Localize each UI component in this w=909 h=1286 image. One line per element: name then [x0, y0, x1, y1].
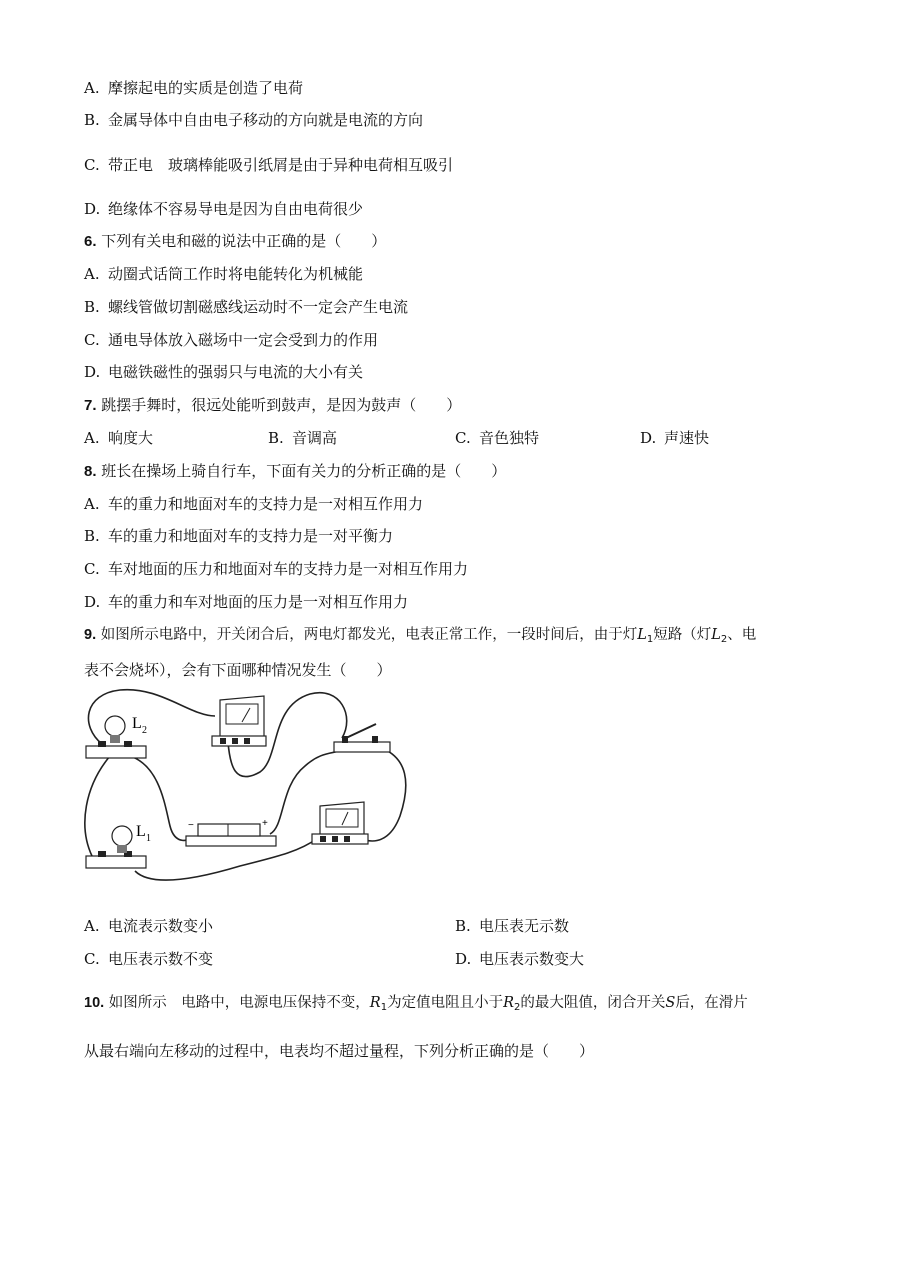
option-text: 金属导体中自由电子移动的方向就是电流的方向 — [108, 111, 424, 129]
lamp-l2-label: L — [132, 715, 142, 732]
option-text: 动圈式话筒工作时将电能转化为机械能 — [108, 265, 364, 283]
option-text: 摩擦起电的实质是创造了电荷 — [108, 79, 304, 97]
lamp-l1-bulb — [112, 826, 132, 846]
option-text: 车的重力和地面对车的支持力是一对平衡力 — [108, 527, 394, 545]
q5-option-c[interactable] — [84, 155, 453, 175]
q8-option-b[interactable] — [84, 526, 393, 546]
option-letter: A. — [84, 917, 100, 935]
q5-option-a[interactable] — [84, 78, 303, 98]
option-text: 音色独特 — [479, 429, 540, 447]
q7-option-b[interactable] — [268, 428, 337, 448]
q8-option-d[interactable] — [84, 592, 408, 612]
option-letter: D. — [84, 593, 101, 611]
option-letter: B. — [84, 111, 100, 129]
ammeter — [312, 802, 368, 844]
option-text: 声速快 — [664, 429, 710, 447]
lamp-l2-label-sub: 2 — [142, 725, 147, 736]
option-text: 车对地面的压力和地面对车的支持力是一对相互作用力 — [108, 560, 469, 578]
q7-option-c[interactable] — [455, 428, 539, 448]
voltmeter — [212, 696, 266, 746]
battery-cells — [198, 824, 260, 836]
option-letter: A. — [84, 79, 100, 97]
q5-option-b[interactable] — [84, 110, 423, 130]
option-letter: C. — [84, 950, 100, 968]
q9-stem-line1 — [84, 625, 756, 645]
option-letter: C. — [84, 156, 100, 174]
option-letter: D. — [455, 950, 472, 968]
r1-subscript: 1 — [380, 1002, 388, 1013]
ammeter-terminal-1 — [320, 836, 326, 842]
q9-option-a[interactable] — [84, 916, 213, 936]
lamp-l2-terminal-right — [124, 741, 132, 747]
option-letter: B. — [84, 298, 100, 316]
question-text-3: 的最大阻值，闭合开关 — [520, 995, 666, 1011]
wire-l2-to-l1 — [85, 756, 110, 862]
lamp-l2-symbol: L — [711, 627, 721, 643]
question-text: 表不会烧坏），会有下面哪种情况发生（ ） — [84, 661, 392, 679]
lamp-l1-label: L — [136, 823, 146, 840]
voltmeter-terminal-3 — [244, 738, 250, 744]
question-text-2: 为定值电阻且小于 — [387, 995, 504, 1011]
voltmeter-terminal-2 — [232, 738, 238, 744]
battery-base — [186, 836, 276, 846]
q5-option-d[interactable] — [84, 199, 363, 219]
ammeter-terminal-2 — [332, 836, 338, 842]
option-letter: D. — [84, 200, 101, 218]
r2-symbol: R — [503, 995, 514, 1011]
option-text: 电压表示数不变 — [108, 950, 214, 968]
option-letter: D. — [84, 363, 101, 381]
option-letter: D. — [640, 429, 657, 447]
q6-option-d[interactable] — [84, 362, 363, 382]
lamp-l1-subscript: 1 — [646, 634, 654, 645]
option-text: 电压表无示数 — [479, 917, 570, 935]
lamp-l1-base — [86, 856, 146, 868]
q9-stem-line2 — [84, 660, 392, 680]
option-text: 电磁铁磁性的强弱只与电流的大小有关 — [108, 363, 364, 381]
r2-subscript: 2 — [514, 1002, 521, 1013]
question-number: 8. — [84, 463, 97, 480]
q8-option-a[interactable] — [84, 494, 423, 514]
option-letter: A. — [84, 495, 100, 513]
option-text: 车的重力和车对地面的压力是一对相互作用力 — [108, 593, 409, 611]
q8-option-c[interactable] — [84, 559, 468, 579]
question-text: 从最右端向左移动的过程中，电表均不超过量程，下列分析正确的是（ ） — [84, 1042, 595, 1060]
question-text: 下列有关电和磁的说法中正确的是（ ） — [101, 232, 387, 250]
option-letter: B. — [84, 527, 100, 545]
q9-option-b[interactable] — [455, 916, 569, 936]
option-letter: C. — [84, 331, 100, 349]
q7-stem — [84, 395, 461, 416]
lamp-l1 — [86, 823, 151, 868]
circuit-diagram — [80, 686, 410, 892]
question-text-3: 、电 — [727, 627, 757, 643]
option-letter: B. — [268, 429, 284, 447]
q6-option-b[interactable] — [84, 297, 408, 317]
lamp-l1-label-sub: 1 — [146, 833, 151, 844]
wire-l2-to-voltmeter-top — [88, 690, 215, 744]
switch — [334, 724, 390, 752]
option-text: 螺线管做切割磁感线运动时不一定会产生电流 — [108, 298, 409, 316]
switch-s-symbol: S — [665, 995, 676, 1011]
battery-minus-sign: − — [188, 820, 194, 831]
question-number: 9. — [84, 627, 97, 643]
option-text: 电流表示数变小 — [108, 917, 214, 935]
q10-stem-line2 — [84, 1041, 594, 1061]
option-letter: A. — [84, 265, 100, 283]
option-letter: A. — [84, 429, 100, 447]
question-text: 班长在操场上骑自行车，下面有关力的分析正确的是（ ） — [101, 462, 507, 480]
question-text-2: 短路（灯 — [653, 627, 712, 643]
lamp-l2-subscript: 2 — [720, 634, 728, 645]
option-text: 电压表示数变大 — [479, 950, 585, 968]
lamp-l2-base — [86, 746, 146, 758]
option-text: 带正电 玻璃棒能吸引纸屑是由于异种电荷相互吸引 — [108, 156, 454, 174]
switch-base — [334, 742, 390, 752]
lamp-l2-socket — [110, 735, 120, 743]
ammeter-terminal-3 — [344, 836, 350, 842]
question-text: 如图所示 电路中，电源电压保持不变， — [108, 995, 370, 1011]
battery-plus-sign: + — [262, 818, 268, 829]
option-text: 音调高 — [292, 429, 338, 447]
option-text: 绝缘体不容易导电是因为自由电荷很少 — [108, 200, 364, 218]
option-letter: C. — [84, 560, 100, 578]
option-text: 车的重力和地面对车的支持力是一对相互作用力 — [108, 495, 424, 513]
question-number: 6. — [84, 233, 97, 250]
lamp-l2-terminal-left — [98, 741, 106, 747]
q10-stem-line1 — [84, 993, 748, 1013]
voltmeter-terminal-1 — [220, 738, 226, 744]
battery — [186, 818, 276, 846]
question-number: 10. — [84, 995, 105, 1011]
lamp-l1-socket — [117, 845, 127, 853]
switch-terminal-right — [372, 736, 378, 743]
q7-option-a[interactable] — [84, 428, 153, 448]
option-text: 通电导体放入磁场中一定会受到力的作用 — [108, 331, 379, 349]
q7-option-d[interactable] — [640, 428, 709, 448]
option-text: 响度大 — [108, 429, 154, 447]
switch-lever — [346, 724, 376, 738]
question-text: 跳摆手舞时，很远处能听到鼓声，是因为鼓声（ ） — [101, 396, 462, 414]
lamp-l1-symbol: L — [637, 627, 647, 643]
q9-option-d[interactable] — [455, 949, 584, 969]
lamp-l2-bulb — [105, 716, 125, 736]
question-text-4: 后，在滑片 — [675, 995, 748, 1011]
q6-option-a[interactable] — [84, 264, 363, 284]
question-number: 7. — [84, 397, 97, 414]
option-letter: B. — [455, 917, 471, 935]
q9-option-c[interactable] — [84, 949, 213, 969]
option-letter: C. — [455, 429, 471, 447]
q6-option-c[interactable] — [84, 330, 378, 350]
r1-symbol: R — [369, 995, 381, 1011]
wire-switch-to-ammeter — [358, 746, 406, 841]
q6-stem — [84, 231, 386, 252]
lamp-l1-terminal-left — [98, 851, 106, 857]
q8-stem — [84, 461, 506, 482]
question-text: 如图所示电路中，开关闭合后，两电灯都发光，电表正常工作，一段时间后，由于灯 — [100, 627, 638, 643]
